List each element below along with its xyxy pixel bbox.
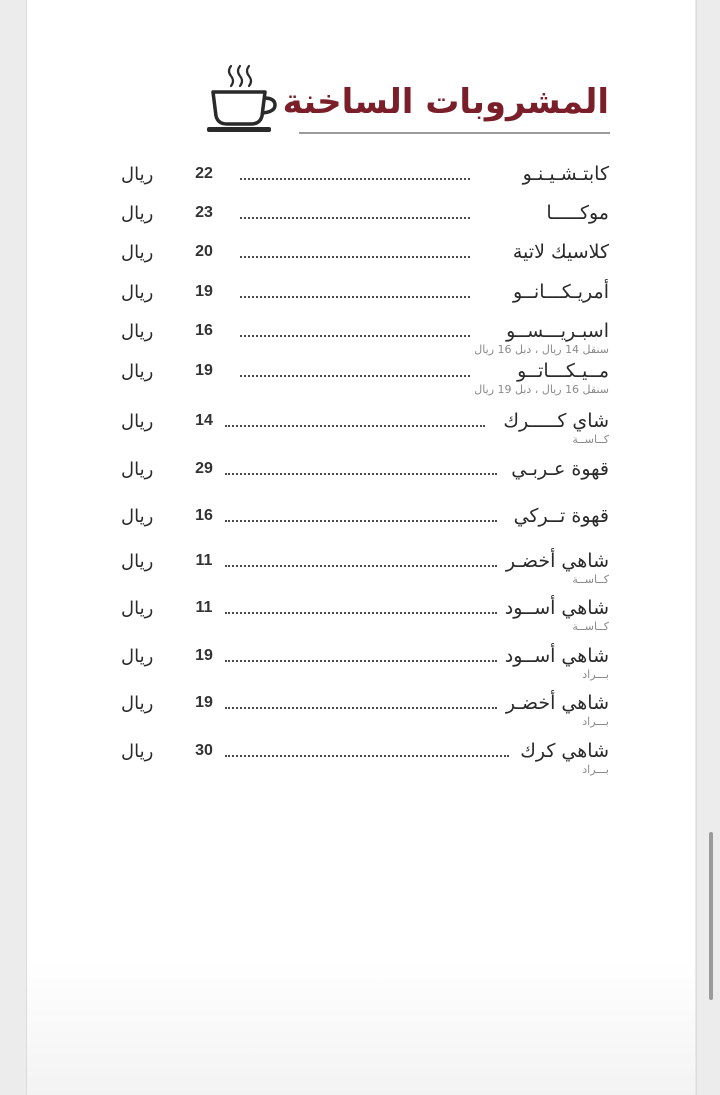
item-price: 23 [195,204,213,221]
item-price: 16 [195,322,213,339]
menu-item [27,202,695,232]
dotted-leader [225,612,497,614]
item-name: قهوة عـربـي [511,458,609,480]
item-currency: ريال [121,164,154,185]
dotted-leader [225,755,509,757]
item-currency: ريال [121,646,154,667]
item-currency: ريال [121,242,154,263]
page-title: المشروبات الساخنة [282,82,609,122]
item-note: كــاســة [572,573,609,586]
item-price: 19 [195,647,213,664]
dotted-leader [225,707,497,709]
menu-item [27,597,695,633]
item-name: شاهي أســود [504,597,609,619]
left-margin [0,0,27,1095]
dotted-leader [240,217,470,219]
menu-item [27,645,695,681]
item-name: كلاسيك لاتية [512,241,609,263]
item-price: 16 [195,507,213,524]
item-currency: ريال [121,741,154,762]
dotted-leader [240,375,470,377]
item-currency: ريال [121,203,154,224]
menu-item [27,241,695,271]
item-price: 29 [195,460,213,477]
item-price: 11 [195,599,213,616]
item-price: 19 [195,694,213,711]
scrollbar[interactable] [709,832,713,1000]
menu-item [27,458,695,488]
item-name: قهوة تــركي [513,505,609,527]
dotted-leader [240,178,470,180]
dotted-leader [240,296,470,298]
item-price: 19 [195,362,213,379]
item-name: موكـــــا [546,202,609,224]
item-price: 20 [195,243,213,260]
menu-item [27,410,695,446]
item-name: كابتـشـيـنـو [522,163,609,185]
item-note: كــاســة [572,433,609,446]
item-name: شاهي أخضـر [505,692,609,714]
item-price: 19 [195,283,213,300]
item-price: 30 [195,742,213,759]
menu-item [27,692,695,728]
item-currency: ريال [121,411,154,432]
menu-item [27,163,695,193]
dotted-leader [240,256,470,258]
item-note: سنقل 14 ريال ، دبل 16 ريال [474,343,609,356]
item-price: 22 [195,165,213,182]
item-currency: ريال [121,321,154,342]
menu-page [27,0,695,1095]
item-name: اسبـريـــســو [506,320,609,342]
right-margin [696,0,720,1095]
menu-item [27,505,695,535]
item-currency: ريال [121,361,154,382]
menu-item [27,360,695,396]
item-note: كــاســة [572,620,609,633]
dotted-leader [225,520,497,522]
item-name: مــيـكـــاتــو [517,360,609,382]
dotted-leader [225,660,497,662]
coffee-cup-icon [205,62,277,136]
item-note: بـــراد [582,668,609,681]
item-note: بـــراد [582,763,609,776]
item-name: أمريـكـــانــو [512,281,609,303]
title-underline [299,132,610,134]
item-price: 14 [195,412,213,429]
menu-item [27,550,695,586]
item-currency: ريال [121,282,154,303]
item-currency: ريال [121,551,154,572]
item-name: شاي كـــــرك [503,410,609,432]
item-currency: ريال [121,506,154,527]
menu-item [27,320,695,356]
dotted-leader [225,565,497,567]
item-currency: ريال [121,693,154,714]
dotted-leader [225,473,497,475]
item-note: بـــراد [582,715,609,728]
item-price: 11 [195,552,213,569]
dotted-leader [225,425,485,427]
dotted-leader [240,335,470,337]
menu-item [27,740,695,776]
item-note: سنقل 16 ريال ، دبل 19 ريال [474,383,609,396]
item-currency: ريال [121,459,154,480]
page-bottom-fade [27,960,695,1095]
item-name: شاهي أخضـر [505,550,609,572]
item-currency: ريال [121,598,154,619]
item-name: شاهي أســود [504,645,609,667]
item-name: شاهي كرك [520,740,609,762]
menu-header [27,0,695,150]
menu-item [27,281,695,311]
